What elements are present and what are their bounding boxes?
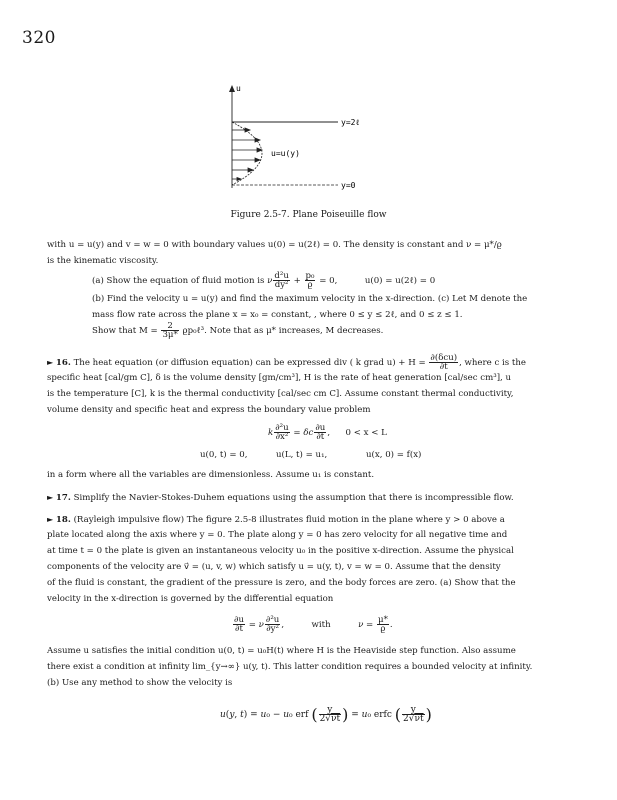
problem-17: ► 17. Simplify the Navier-Stokes-Duhem equations using the assumption that there is incompressible flow. [47, 493, 514, 503]
heat-equation: k $\frac{\text{∂²u}}{\text{∂x²}}$ = δc $\frac{\partial u}{\partial t}$ , 0 < x < L [268, 423, 387, 442]
page-number: 320 [22, 28, 56, 48]
velocity-solution: u(y, t) = u₀ − u₀ erf ( $\frac{y}{2√\nu t}$ ) = u₀ erfc ( $\frac{y}{2√\nu t}$ ) [220, 705, 432, 724]
problem-16-line4: volume density and specific heat and express the boundary value problem [47, 405, 371, 415]
label-bottom-plate: y=0 [341, 181, 356, 190]
problem-18-line2: plate located along the axis where y = 0. The plate along y = 0 has zero velocity for all negative time and [47, 530, 508, 540]
label-top-plate: y=2ℓ [341, 118, 360, 127]
axis-label-u: u [236, 84, 241, 93]
label-profile: u=u(y) [271, 149, 300, 158]
problem-18-line5: of the fluid is constant, the gradient of the pressure is zero, and the body forces are zero. (a) Show that the [47, 578, 516, 588]
problem-16-line2: specific heat [cal/gm C], δ is the volume density [gm/cm³], H is the rate of heat generation [cal/sec cm³], u [47, 373, 512, 383]
problem-16-line3: is the temperature [C], k is the thermal conductivity [cal/sec cm C]. Assume constant thermal conductivity, [47, 389, 514, 399]
part-a-bc: u(0) = u(2ℓ) = 0 [364, 276, 436, 286]
bc-1: u(0, t) = 0, [200, 450, 248, 460]
problem-18-line7: Assume u satisfies the initial condition u(0, t) = u₀H(t) where H is the Heaviside step function. Also assume [47, 646, 516, 656]
bc-3: u(x, 0) = f(x) [366, 450, 422, 460]
poiseuille-figure [215, 82, 395, 194]
para1-part-b-line1: (b) Find the velocity u = u(y) and find the maximum velocity in the x-direction. (c) Let M denote the [92, 294, 528, 304]
bc-2: u(L, t) = u₁, [276, 450, 328, 460]
problem-18-line3: at time t = 0 the plate is given an instantaneous velocity u₀ in the positive x-direction. Assume the physical [47, 546, 514, 556]
figure-caption: Figure 2.5-7. Plane Poiseuille flow [230, 210, 387, 220]
problem-18-line1: ► 18. (Rayleigh impulsive flow) The figure 2.5-8 illustrates fluid motion in the plane where y > 0 above a [47, 515, 505, 525]
problem-18-line6: velocity in the x-direction is governed by the differential equation [47, 594, 334, 604]
mass-flow-statement: Show that M = $\frac{2}{3\mu*}$ ϱp₀ℓ³. Note that as μ* increases, M decreases. [92, 321, 384, 340]
problem-18-line8: there exist a condition at infinity lim_{y→∞} u(y, t). This latter condition requires a bounded velocity at infinity. [47, 662, 533, 672]
para1-line2: is the kinematic viscosity. [47, 256, 159, 266]
problem-16-line5: in a form where all the variables are dimensionless. Assume u₁ is constant. [47, 470, 375, 480]
problem-16-line1: ► 16. The heat equation (or diffusion equation) can be expressed div ( k grad u) + H = $\frac{\text{∂(δcu)}}{\partial t}$ , where c is the [47, 353, 526, 372]
para1-part-b-line2: mass flow rate across the plane x = x₀ = constant, , where 0 ≤ y ≤ 2ℓ, and 0 ≤ z ≤ 1. [92, 310, 463, 320]
diffusion-equation: $\frac{\partial u}{\partial t}$ = ν $\frac{\text{∂²u}}{\text{∂y²}}$ , with ν = $\frac{\mu*}{ϱ}$ . [234, 615, 393, 634]
part-a-text: (a) Show the equation of fluid motion is [92, 276, 265, 286]
problem-18-line4: components of the velocity are v⃗ = (u, v, w) which satisfy u = u(y, t), v = w = 0. Assume that the density [47, 562, 501, 572]
para1-line1: with u = u(y) and v = w = 0 with boundary values u(0) = u(2ℓ) = 0. The density is constant and ν = μ*/ϱ [47, 240, 502, 250]
eq-fluid-motion: (a) Show the equation of fluid motion is ν $\frac{\text{d²u}}{\text{dy²}}$ + $\frac{\text{p₀}}{ϱ}$ = 0, u(0) = u(2ℓ) = 0 [92, 271, 436, 290]
problem-18-line9: (b) Use any method to show the velocity is [47, 678, 233, 688]
